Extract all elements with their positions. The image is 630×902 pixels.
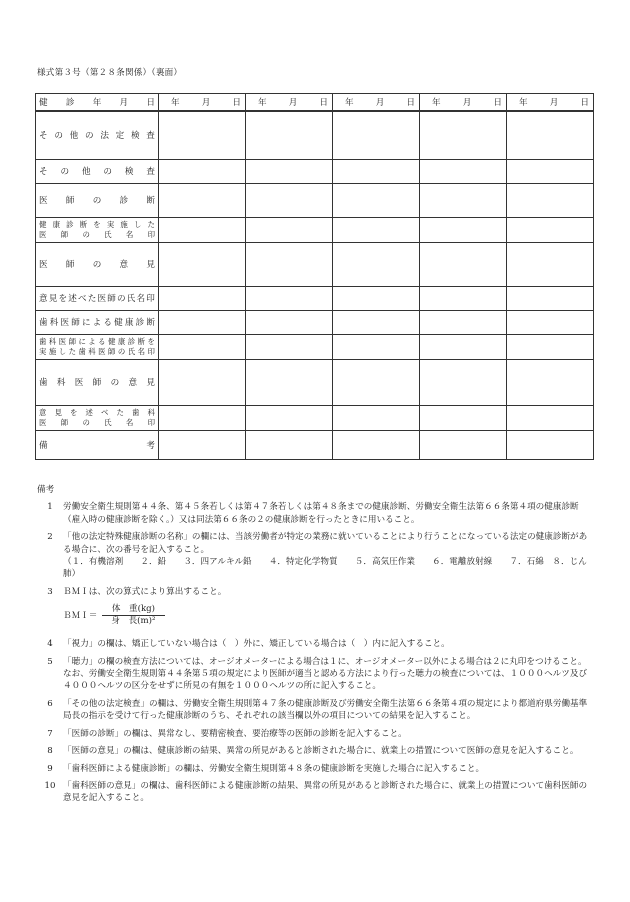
entry-cell[interactable] — [246, 405, 333, 430]
notes-section — [37, 484, 593, 810]
row-label-line2: 医 師 の 氏 名 印 — [39, 229, 155, 239]
note-body — [63, 656, 593, 693]
note-text: 労働安全衛生規則第４４条、第４５条若しくは第４７条若しくは第４８条までの健康診断、労働安全衛生法第６６条第４項の健康診断（雇入時の健康診断を除く。）又は同法第６６条の２の健康診断を行ったときに用いること。 — [63, 502, 579, 525]
note-item — [37, 728, 593, 740]
entry-cell[interactable] — [420, 310, 507, 334]
day-label: 日 — [232, 98, 241, 108]
note-body — [63, 586, 593, 633]
note-text: 「その他の法定検査」の欄は、労働安全衛生規則第４７条の健康診断及び労働安全衛生法第６６条第４項の規定により都道府県労働基準局長の指示を受けて行った健康診断のうち、それぞれの該当欄以外の項目についての結果を記入すること。 — [63, 698, 588, 722]
note-number: 10 — [44, 780, 56, 791]
note-number: 4 — [47, 639, 53, 650]
note-body — [63, 728, 593, 740]
entry-cell[interactable] — [507, 405, 594, 430]
entry-cell[interactable] — [159, 405, 246, 430]
entry-cell[interactable] — [246, 159, 333, 183]
row-opinion-physician-name — [36, 286, 594, 310]
note-body — [63, 698, 593, 723]
entry-cell[interactable] — [159, 217, 246, 242]
row-label-cell — [36, 286, 159, 310]
note-number: 9 — [47, 763, 53, 774]
bmi-lhs: ＢＭＩ＝ — [63, 610, 98, 621]
row-label-cell — [36, 359, 159, 405]
entry-cell[interactable] — [159, 111, 246, 159]
entry-cell[interactable] — [507, 359, 594, 405]
day-label: 日 — [319, 98, 328, 108]
note-number: 5 — [47, 656, 53, 667]
note-body — [63, 531, 593, 581]
entry-cell[interactable] — [246, 111, 333, 159]
row-label-cell — [36, 334, 159, 359]
note-item — [37, 531, 593, 581]
entry-cell[interactable] — [333, 334, 420, 359]
row-label: 備 考 — [39, 440, 155, 451]
row-physician-diagnosis — [36, 183, 594, 217]
note-body — [63, 745, 593, 757]
row-label-cell — [36, 242, 159, 286]
row-label: 医 師 の 診 断 — [39, 196, 155, 206]
bmi-formula — [63, 604, 593, 627]
entry-cell[interactable] — [246, 310, 333, 334]
row-label: 健 康 診 断 を 実 施 し た — [39, 219, 155, 229]
entry-cell[interactable] — [420, 359, 507, 405]
entry-cell[interactable] — [246, 359, 333, 405]
note-number: 7 — [47, 728, 53, 739]
day-label: 日 — [406, 98, 415, 108]
entry-cell[interactable] — [333, 183, 420, 217]
row-examining-physician-name — [36, 217, 594, 242]
row-label-line2: 医 師 の 氏 名 印 — [39, 417, 155, 427]
bmi-denominator: 身 長(m)² — [111, 616, 156, 627]
month-label: 月 — [201, 98, 211, 108]
entry-cell[interactable] — [159, 359, 246, 405]
row-label-cell — [36, 430, 159, 459]
entry-cell[interactable] — [159, 310, 246, 334]
entry-cell[interactable] — [507, 183, 594, 217]
entry-cell[interactable] — [159, 334, 246, 359]
entry-cell[interactable] — [333, 111, 420, 159]
entry-cell[interactable] — [420, 334, 507, 359]
entry-cell[interactable] — [333, 217, 420, 242]
exam-date-cell[interactable] — [507, 94, 594, 112]
bmi-fraction — [101, 604, 165, 627]
day-label: 日 — [493, 98, 502, 108]
note-number: 8 — [47, 746, 53, 757]
row-label: そ の 他 の 検 査 — [39, 167, 155, 177]
row-label: 歯 科 医 師 の 意 見 — [39, 378, 155, 388]
note-item — [37, 586, 593, 633]
entry-cell[interactable] — [333, 159, 420, 183]
note-text: 「他の法定特殊健康診断の名称」の欄には、当該労働者が特定の業務に就いていることにより行うことになっている法定の健康診断がある場合に、次の番号を記入すること。 — [63, 532, 588, 555]
entry-cell[interactable] — [507, 310, 594, 334]
note-text: ＢＭＩは、次の算式により算出すること。 — [63, 586, 227, 597]
entry-cell[interactable] — [246, 334, 333, 359]
row-dental-exam-dentist-name — [36, 334, 594, 359]
note-number: 1 — [47, 502, 53, 513]
row-label-cell — [36, 217, 159, 242]
entry-cell[interactable] — [333, 242, 420, 286]
row-opinion-dentist-name — [36, 405, 594, 430]
entry-cell[interactable] — [246, 217, 333, 242]
note-text: 「視力」の欄は、矯正していない場合は（ ）外に、矯正している場合は（ ）内に記入すること。 — [63, 639, 450, 650]
health-exam-table — [35, 93, 594, 460]
day-label: 日 — [580, 98, 589, 108]
note-body — [63, 501, 593, 526]
entry-cell[interactable] — [507, 242, 594, 286]
row-physician-opinion — [36, 242, 594, 286]
entry-cell[interactable] — [507, 286, 594, 310]
header-label: 健 診 年 月 日 — [39, 98, 155, 108]
entry-cell[interactable] — [333, 359, 420, 405]
entry-cell[interactable] — [333, 310, 420, 334]
note-item — [37, 698, 593, 723]
row-remarks — [36, 430, 594, 459]
entry-cell[interactable] — [507, 159, 594, 183]
notes-list — [37, 501, 593, 804]
bmi-numerator: 体 重(kg) — [102, 604, 165, 616]
entry-cell[interactable] — [420, 111, 507, 159]
note-text: 「歯科医師による健康診断」の欄は、労働安全衛生規則第４８条の健康診断を実施した場合に記入すること。 — [63, 763, 485, 774]
note-text: 「医師の意見」の欄は、健康診断の結果、異常の所見があると診断された場合に、就業上の措置について医師の意見を記入すること。 — [63, 746, 579, 757]
note-item — [37, 763, 593, 775]
entry-cell[interactable] — [420, 430, 507, 459]
row-label-cell — [36, 111, 159, 159]
entry-cell[interactable] — [246, 242, 333, 286]
entry-cell[interactable] — [507, 430, 594, 459]
note-text: 「歯科医師の意見」の欄は、歯科医師による健康診断の結果、異常の所見があると診断された場合に、就業上の措置について歯科医師の意見を記入すること。 — [63, 780, 588, 804]
entry-cell[interactable] — [246, 430, 333, 459]
year-label: 年 — [519, 98, 528, 108]
entry-cell[interactable] — [507, 334, 594, 359]
year-label: 年 — [432, 98, 441, 108]
entry-cell[interactable] — [507, 111, 594, 159]
row-dental-exam — [36, 310, 594, 334]
note-text: 「聴力」の欄の検査方法については、オージオメーターによる場合は１に、オージオメーター以外による場合は２に丸印をつけること。なお、労働安全衛生規則第４４条第５項の規定により医師が適当と認める方法により行った聴力の検査については、１０００ヘルツ及び４０００ヘルツの区分をせずに所見の有無を１０００ヘルツの所に記入すること。 — [63, 656, 588, 692]
row-label: 歯 科 医 師 に よ る 健 康 診 断 を — [39, 336, 155, 346]
note-item — [37, 745, 593, 757]
exam-date-cell[interactable] — [420, 94, 507, 112]
entry-cell[interactable] — [246, 183, 333, 217]
note-item — [37, 780, 593, 805]
entry-cell[interactable] — [159, 159, 246, 183]
year-label: 年 — [345, 98, 354, 108]
year-label: 年 — [171, 98, 180, 108]
row-label-cell — [36, 183, 159, 217]
row-label-cell — [36, 159, 159, 183]
entry-cell[interactable] — [420, 159, 507, 183]
header-label-cell — [36, 94, 159, 112]
entry-cell[interactable] — [420, 217, 507, 242]
note-body — [63, 780, 593, 805]
exam-date-cell[interactable] — [159, 94, 246, 112]
entry-cell[interactable] — [420, 183, 507, 217]
note-body — [63, 763, 593, 775]
row-label-cell — [36, 405, 159, 430]
entry-cell[interactable] — [159, 183, 246, 217]
entry-cell[interactable] — [246, 286, 333, 310]
row-label: 意 見 を 述 べ た 医 師 の 氏 名 印 — [39, 294, 155, 304]
row-other-legal-exam — [36, 111, 594, 159]
row-label: 歯 科 医 師 に よ る 健 康 診 断 — [39, 318, 155, 328]
entry-cell[interactable] — [333, 405, 420, 430]
note-number: 6 — [47, 698, 53, 709]
note-item — [37, 501, 593, 526]
entry-cell[interactable] — [420, 286, 507, 310]
note-number: 3 — [47, 586, 53, 597]
note-body — [63, 638, 593, 650]
exam-date-cell[interactable] — [246, 94, 333, 112]
row-label: そ の 他 の 法 定 検 査 — [39, 131, 155, 142]
row-label: 意 見 を 述 べ た 歯 科 — [39, 407, 155, 417]
row-label: 医 師 の 意 見 — [39, 260, 155, 270]
entry-cell[interactable] — [420, 242, 507, 286]
entry-cell[interactable] — [159, 242, 246, 286]
month-label: 月 — [375, 98, 385, 108]
row-dentist-opinion — [36, 359, 594, 405]
row-label-cell — [36, 310, 159, 334]
entry-cell[interactable] — [159, 430, 246, 459]
entry-cell[interactable] — [159, 286, 246, 310]
note-item — [37, 656, 593, 693]
note-item — [37, 638, 593, 650]
month-label: 月 — [462, 98, 472, 108]
exam-date-cell[interactable] — [333, 94, 420, 112]
note-number: 2 — [47, 532, 53, 543]
header-row — [36, 94, 594, 112]
form-title: 様式第３号（第２８条関係）（裏面） — [37, 68, 183, 78]
entry-cell[interactable] — [333, 286, 420, 310]
row-other-exam — [36, 159, 594, 183]
month-label: 月 — [288, 98, 298, 108]
table-body — [36, 94, 594, 460]
entry-cell[interactable] — [507, 217, 594, 242]
note-text: 「医師の診断」の欄は、異常なし、要精密検査、要治療等の医師の診断を記入すること。 — [63, 728, 407, 739]
year-label: 年 — [258, 98, 267, 108]
notes-title: 備考 — [37, 485, 55, 495]
entry-cell[interactable] — [333, 430, 420, 459]
month-label: 月 — [549, 98, 559, 108]
row-label-line2: 実 施 し た 歯 科 医 師 の 氏 名 印 — [39, 346, 155, 356]
note-subtext: （１．有機溶剤 ２．鉛 ３．四アルキル鉛 ４．特定化学物質 ５．高気圧作業 ６．電離放射線 ７．石綿 ８．じん肺） — [63, 557, 587, 580]
entry-cell[interactable] — [420, 405, 507, 430]
